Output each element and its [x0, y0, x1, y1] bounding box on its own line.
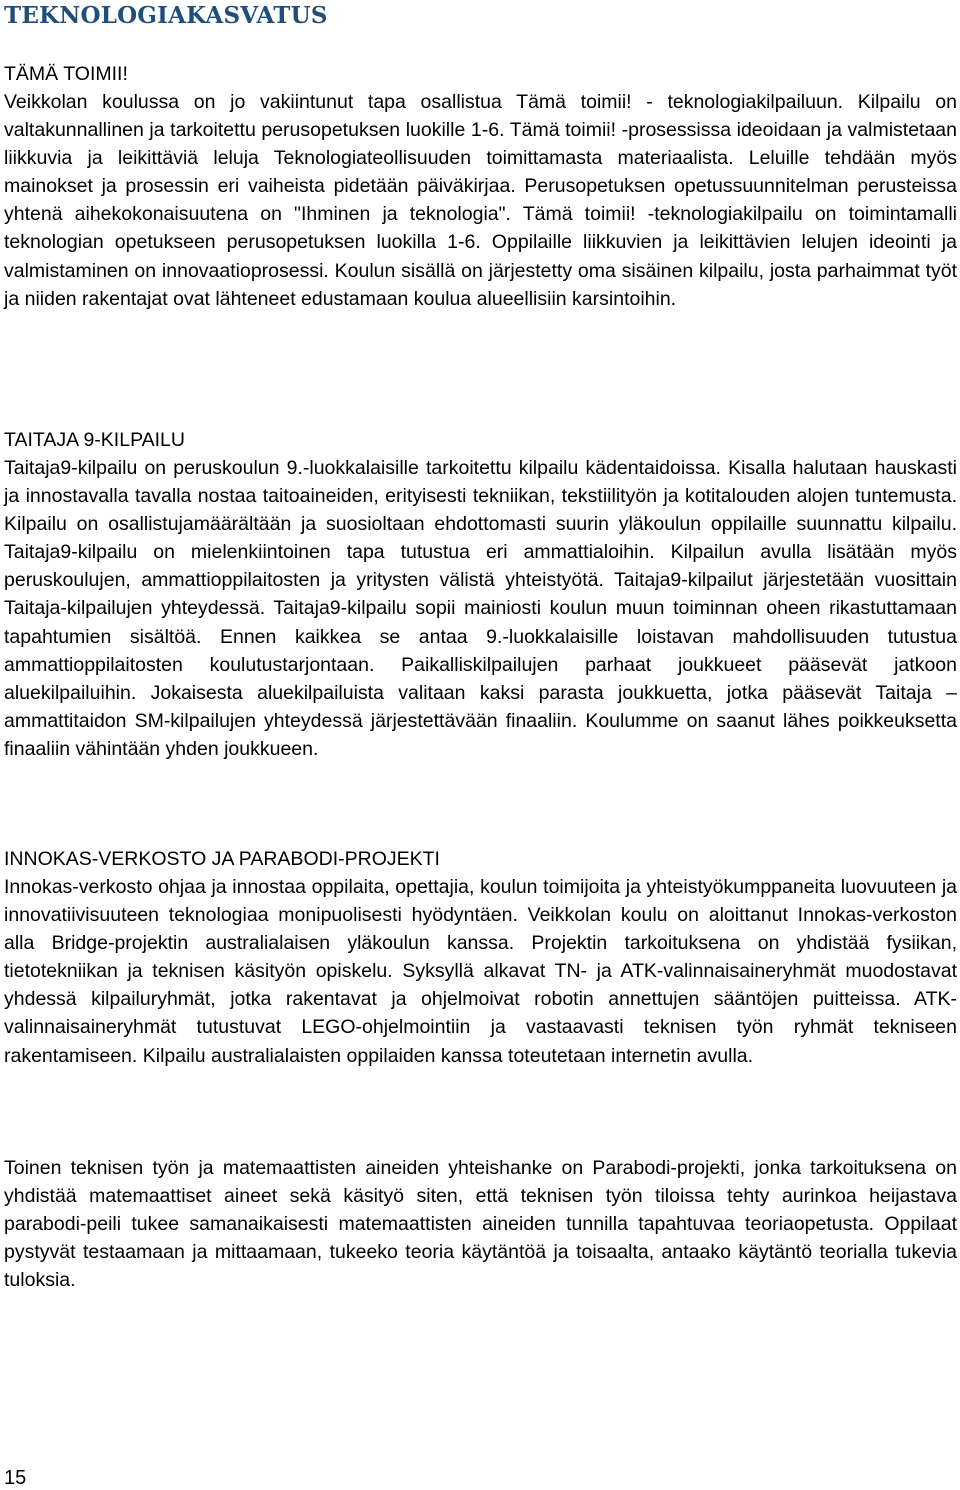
section-paragraph: Veikkolan koulussa on jo vakiintunut tapa osallistua Tämä toimii! - teknologiakilpailuun. Kilpailu on valtakunnallinen ja tarkoitettu perusopetuksen luokille 1-6. Tämä toimii! -prosessissa ideoidaan ja valmistetaan liikkuvia ja leikittäviä leluja Teknologiateollisuuden toimittamasta materiaalista. Leluille tehdään myös mainokset ja prosessin eri vaiheista pidetään päiväkirjaa. Perusopetuksen opetussuunnitelman perusteissa yhtenä aihekokonaisuutena on "Ihminen ja teknologia". Tämä toimii! -teknologiakilpailu on toimintamalli teknologian opetukseen perusopetuksen luokilla 1-6. Oppilaille liikkuvien ja leikittävien lelujen ideointi ja valmistaminen on innovaatioprosessi. Koulun sisällä on järjestetty oma sisäinen kilpailu, josta parhaimmat työt ja niiden rakentajat ovat lähteneet edustamaan koulua alueellisiin karsintoihin.	[4, 91, 957, 310]
section-heading: INNOKAS-VERKOSTO JA PARABODI-PROJEKTI	[4, 848, 440, 870]
section-heading: TÄMÄ TOIMII!	[4, 63, 128, 85]
section-taitaja9	[4, 426, 957, 763]
page-number: 15	[4, 1467, 27, 1489]
document-title: TEKNOLOGIAKASVATUS	[4, 2, 328, 29]
section-tama-toimii	[4, 60, 957, 313]
section-paragraph: Toinen teknisen työn ja matemaattisten aineiden yhteishanke on Parabodi-projekti, jonka tarkoituksena on yhdistää matemaattiset aineet sekä käsityö siten, että teknisen työn tiloissa tehty aurinkoa heijastava parabodi-peili tukee samanaikaisesti matemaattisten aineiden tunnilla tapahtuvaa teoriaopetusta. Oppilaat pystyvät testaamaan ja mittaamaan, tukeeko teoria käytäntöä ja toisaalta, antaako käytäntö teorialla tukevia tuloksia.	[4, 1157, 957, 1292]
section-parabodi-paragraph	[4, 1154, 957, 1294]
section-heading: TAITAJA 9-KILPAILU	[4, 429, 185, 451]
section-paragraph: Innokas-verkosto ohjaa ja innostaa oppilaita, opettajia, koulun toimijoita ja yhteistyökumppaneita luovuuteen ja innovatiivisuuteen teknologiaa monipuolisesti hyödyntäen. Veikkolan koulu on aloittanut Innokas-verkoston alla Bridge-projektin australialaisen yläkoulun kanssa. Projektin tarkoituksena on yhdistää fysiikan, tietotekniikan ja teknisen käsityön opiskelu. Syksyllä alkavat TN- ja ATK-valinnaisaineryhmät muodostavat yhdessä kilpailuryhmät, jotka rakentavat ja ohjelmoivat robotin annettujen sääntöjen puitteissa. ATK-valinnaisaineryhmät tutustuvat LEGO-ohjelmointiin ja vastaavasti teknisen työn ryhmät tekniseen rakentamiseen. Kilpailu australialaisten oppilaiden kanssa toteutetaan internetin avulla.	[4, 876, 957, 1067]
section-paragraph: Taitaja9-kilpailu on peruskoulun 9.-luokkalaisille tarkoitettu kilpailu kädentaidoissa. Kisalla halutaan hauskasti ja innostavalla tavalla nostaa taitoaineiden, erityisesti tekniikan, tekstiilityön ja kotitalouden alojen tuntemusta. Kilpailu on osallistujamäärältään ja suosioltaan ehdottomasti suurin yläkoulun oppilaille suunnattu kilpailu. Taitaja9-kilpailu on mielenkiintoinen tapa tutustua eri ammattialoihin. Kilpailun avulla lisätään myös peruskoulujen, ammattioppilaitosten ja yritysten välistä yhteistyötä. Taitaja9-kilpailut järjestetään vuosittain Taitaja-kilpailujen yhteydessä. Taitaja9-kilpailu sopii mainiosti koulun muun toiminnan oheen rikastuttamaan tapahtumien sisältöä. Ennen kaikkea se antaa 9.-luokkalaisille loistavan mahdollisuuden tutustua ammattioppilaitosten koulutustarjontaan. Paikalliskilpailujen parhaat joukkueet pääsevät jatkoon aluekilpailuihin. Jokaisesta aluekilpailuista valitaan kaksi parasta joukkuetta, jotka pääsevät Taitaja – ammattitaidon SM-kilpailujen yhteydessä järjestettävään finaaliin. Koulumme on saanut lähes poikkeuksetta finaaliin vähintään yhden joukkueen.	[4, 457, 957, 760]
section-innokas-parabodi	[4, 845, 957, 1070]
